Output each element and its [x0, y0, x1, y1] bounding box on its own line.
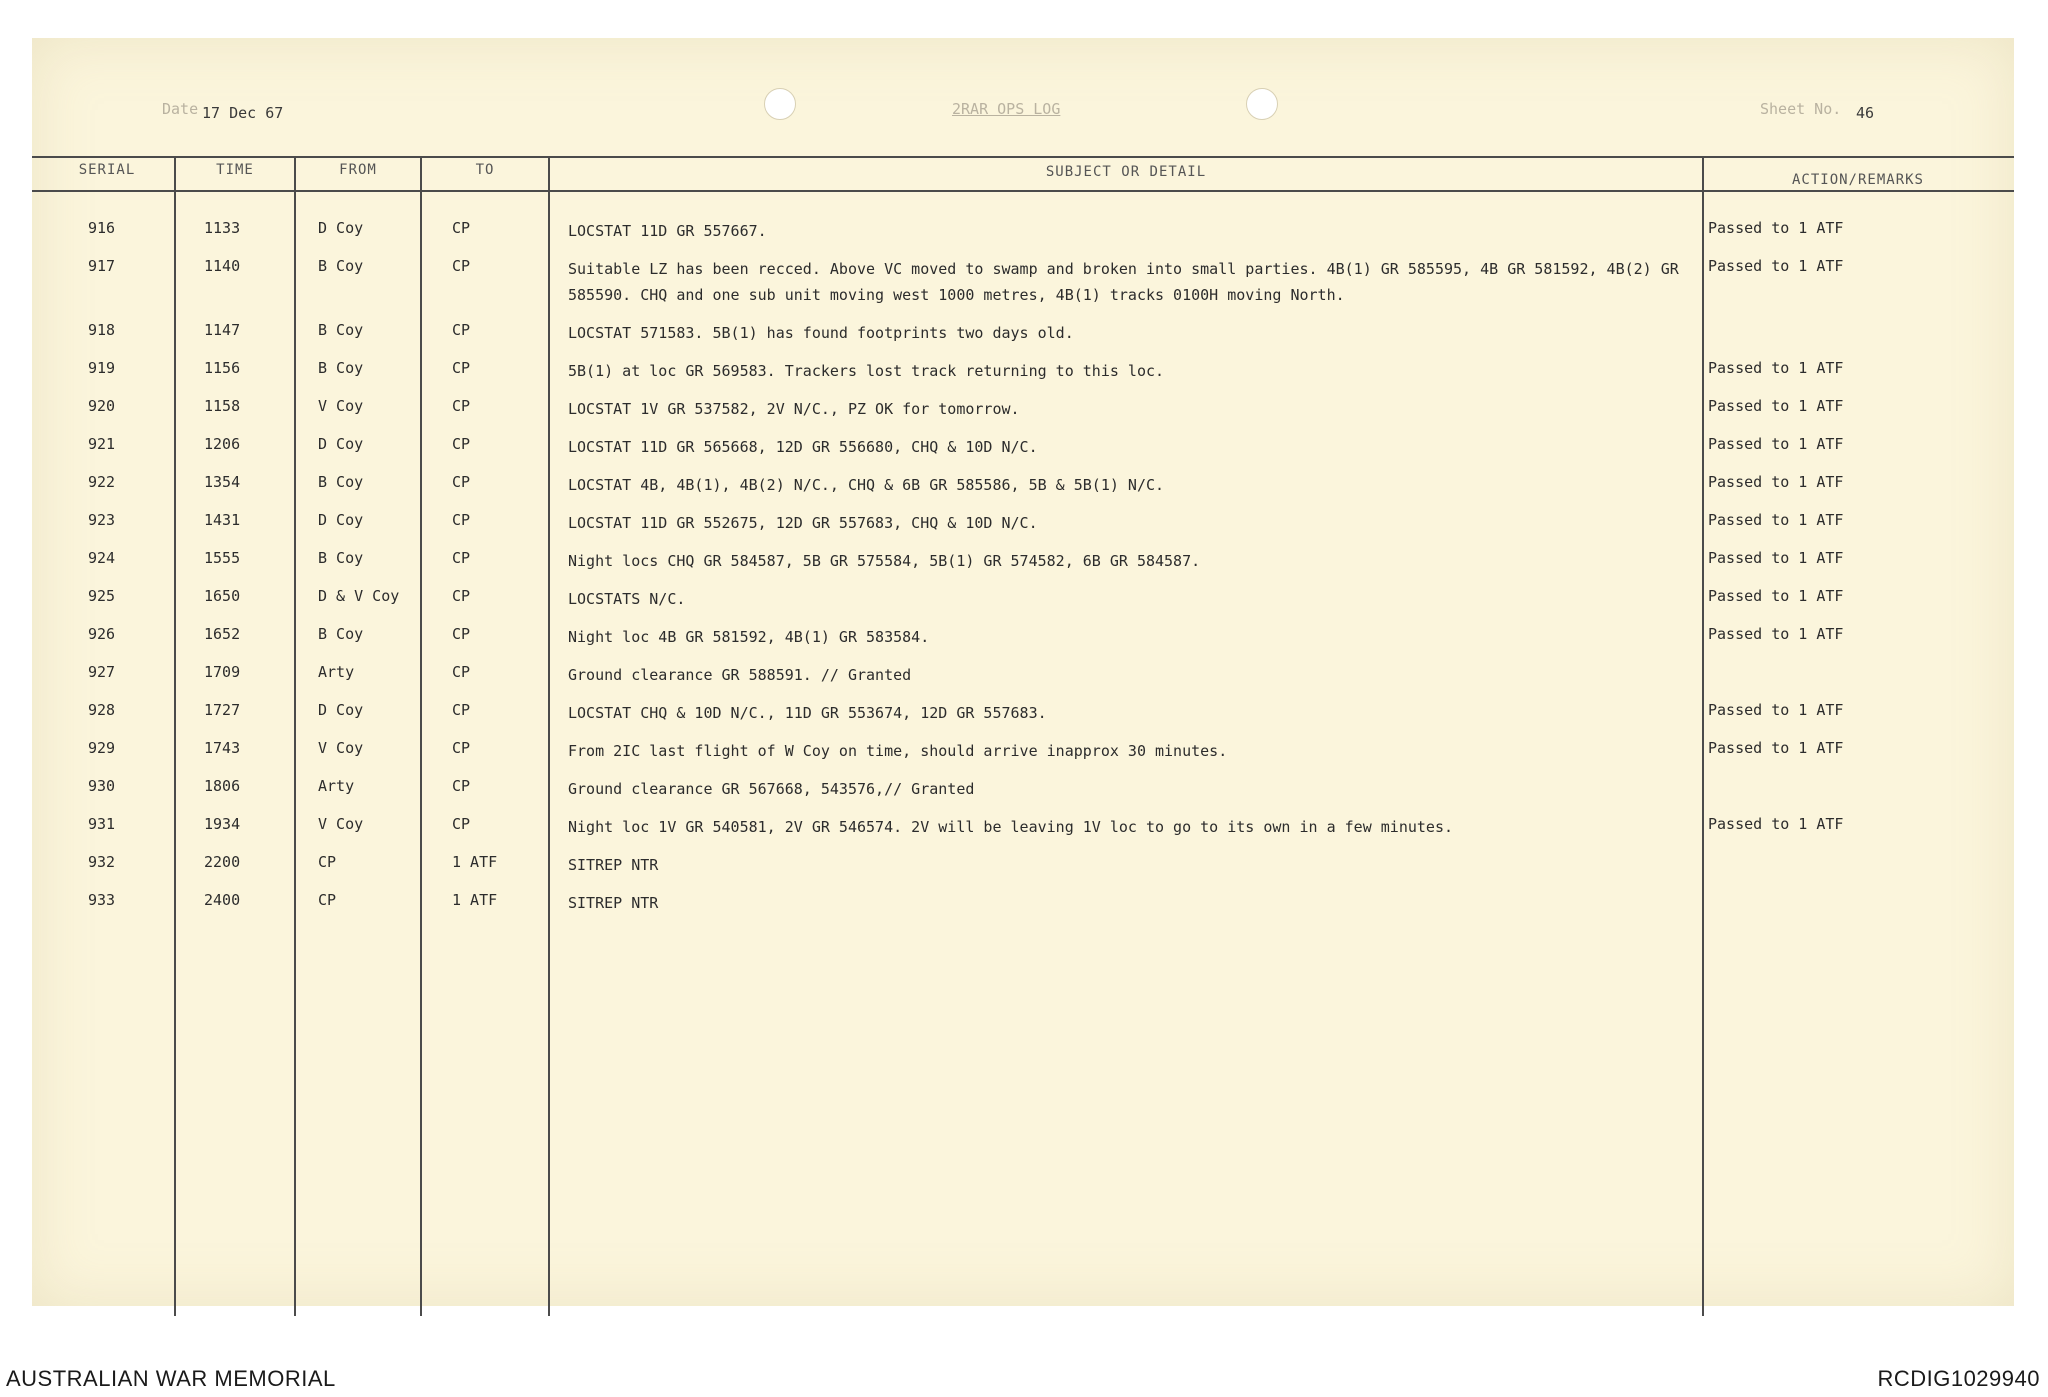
col-header-to: TO: [475, 162, 495, 178]
log-row: [32, 358, 2014, 394]
to-cell: CP: [452, 701, 471, 719]
subject-cell: Night loc 1V GR 540581, 2V GR 546574. 2V will be leaving 1V loc to go to its own in a few minutes.: [568, 818, 1454, 836]
time-cell: 1555: [204, 549, 241, 567]
time-cell: 1743: [204, 739, 241, 757]
from-cell: V Coy: [318, 739, 364, 757]
to-cell: 1 ATF: [452, 853, 498, 871]
serial-cell: 923: [88, 511, 116, 529]
action-cell: Passed to 1 ATF: [1708, 549, 1844, 567]
serial-cell: 917: [88, 257, 116, 275]
subject-cell: From 2IC last flight of W Coy on time, should arrive inapprox 30 minutes.: [568, 742, 1228, 760]
to-cell: CP: [452, 321, 471, 339]
subject-cell: LOCSTAT 11D GR 565668, 12D GR 556680, CHQ & 10D N/C.: [568, 438, 1038, 456]
time-cell: 2400: [204, 891, 241, 909]
serial-cell: 930: [88, 777, 116, 795]
action-cell: Passed to 1 ATF: [1708, 815, 1844, 833]
action-cell: Passed to 1 ATF: [1708, 473, 1844, 491]
action-cell: Passed to 1 ATF: [1708, 397, 1844, 415]
subject-cell: SITREP NTR: [568, 856, 659, 874]
col-header-serial: SERIAL: [78, 162, 136, 178]
to-cell: CP: [452, 511, 471, 529]
serial-cell: 928: [88, 701, 116, 719]
action-cell: Passed to 1 ATF: [1708, 739, 1844, 757]
serial-cell: 919: [88, 359, 116, 377]
log-row: [32, 218, 2014, 254]
serial-cell: 927: [88, 663, 116, 681]
to-cell: CP: [452, 397, 471, 415]
from-cell: V Coy: [318, 815, 364, 833]
log-row: [32, 852, 2014, 888]
subject-cell: LOCSTAT CHQ & 10D N/C., 11D GR 553674, 12D GR 557683.: [568, 704, 1047, 722]
to-cell: CP: [452, 359, 471, 377]
log-row: [32, 396, 2014, 432]
from-cell: B Coy: [318, 625, 364, 643]
subject-cell: Ground clearance GR 588591. // Granted: [568, 666, 912, 684]
col-header-action: ACTION/REMARKS: [1791, 172, 1924, 188]
serial-cell: 931: [88, 815, 116, 833]
action-cell: Passed to 1 ATF: [1708, 219, 1844, 237]
serial-cell: 918: [88, 321, 116, 339]
to-cell: CP: [452, 777, 471, 795]
col-header-time: TIME: [216, 162, 254, 178]
time-cell: 1650: [204, 587, 241, 605]
log-row: [32, 320, 2014, 356]
to-cell: CP: [452, 815, 471, 833]
to-cell: CP: [452, 435, 471, 453]
log-row: [32, 776, 2014, 812]
serial-cell: 921: [88, 435, 116, 453]
subject-cell: LOCSTAT 11D GR 552675, 12D GR 557683, CHQ & 10D N/C.: [568, 514, 1038, 532]
log-row: [32, 548, 2014, 584]
subject-cell: LOCSTAT 11D GR 557667.: [568, 222, 767, 240]
from-cell: Arty: [318, 663, 355, 681]
time-cell: 1431: [204, 511, 241, 529]
action-cell: Passed to 1 ATF: [1708, 701, 1844, 719]
time-cell: 1158: [204, 397, 241, 415]
subject-cell: LOCSTATS N/C.: [568, 590, 686, 608]
subject-cell: LOCSTAT 571583. 5B(1) has found footprints two days old.: [568, 324, 1074, 342]
serial-cell: 929: [88, 739, 116, 757]
subject-cell: SITREP NTR: [568, 894, 659, 912]
time-cell: 2200: [204, 853, 241, 871]
subject-cell: Night locs CHQ GR 584587, 5B GR 575584, 5B(1) GR 574582, 6B GR 584587.: [568, 552, 1201, 570]
serial-cell: 924: [88, 549, 116, 567]
to-cell: CP: [452, 549, 471, 567]
col-header-from: FROM: [339, 162, 377, 178]
log-row: [32, 472, 2014, 508]
log-sheet: [32, 38, 2014, 1306]
from-cell: Arty: [318, 777, 355, 795]
header-bottom-rule: [32, 190, 2014, 192]
log-row: [32, 624, 2014, 660]
from-cell: D & V Coy: [318, 587, 400, 605]
time-cell: 1354: [204, 473, 241, 491]
sheet-number: 46: [1856, 104, 1875, 122]
time-cell: 1133: [204, 219, 241, 237]
punch-hole-left: [764, 88, 796, 120]
from-cell: CP: [318, 891, 337, 909]
footer-record-id: RCDIG1029940: [1877, 1366, 2040, 1391]
date-label: Date: [162, 100, 199, 118]
sheet-label: Sheet No.: [1760, 100, 1842, 118]
action-cell: Passed to 1 ATF: [1708, 359, 1844, 377]
time-cell: 1156: [204, 359, 241, 377]
action-cell: Passed to 1 ATF: [1708, 257, 1844, 275]
action-cell: Passed to 1 ATF: [1708, 625, 1844, 643]
time-cell: 1806: [204, 777, 241, 795]
punch-hole-right: [1246, 88, 1278, 120]
serial-cell: 933: [88, 891, 116, 909]
to-cell: CP: [452, 663, 471, 681]
serial-cell: 916: [88, 219, 116, 237]
serial-cell: 926: [88, 625, 116, 643]
to-cell: CP: [452, 739, 471, 757]
to-cell: CP: [452, 219, 471, 237]
from-cell: V Coy: [318, 397, 364, 415]
from-cell: B Coy: [318, 257, 364, 275]
action-cell: Passed to 1 ATF: [1708, 435, 1844, 453]
subject-cell: LOCSTAT 4B, 4B(1), 4B(2) N/C., CHQ & 6B GR 585586, 5B & 5B(1) N/C.: [568, 476, 1165, 494]
subject-cell: LOCSTAT 1V GR 537582, 2V N/C., PZ OK for tomorrow.: [568, 400, 1020, 418]
time-cell: 1727: [204, 701, 241, 719]
col-header-subject: SUBJECT OR DETAIL: [1045, 164, 1207, 180]
log-row: [32, 890, 2014, 926]
from-cell: B Coy: [318, 549, 364, 567]
log-row: [32, 256, 2014, 304]
subject-cell: 5B(1) at loc GR 569583. Trackers lost track returning to this loc.: [568, 362, 1165, 380]
log-row: [32, 434, 2014, 470]
log-row: [32, 700, 2014, 736]
to-cell: CP: [452, 257, 471, 275]
to-cell: CP: [452, 473, 471, 491]
subject-cell: Night loc 4B GR 581592, 4B(1) GR 583584.: [568, 628, 930, 646]
from-cell: D Coy: [318, 219, 364, 237]
serial-cell: 920: [88, 397, 116, 415]
to-cell: 1 ATF: [452, 891, 498, 909]
serial-cell: 932: [88, 853, 116, 871]
from-cell: D Coy: [318, 701, 364, 719]
date-value: 17 Dec 67: [202, 104, 284, 122]
to-cell: CP: [452, 587, 471, 605]
time-cell: 1934: [204, 815, 241, 833]
action-cell: Passed to 1 ATF: [1708, 511, 1844, 529]
serial-cell: 922: [88, 473, 116, 491]
subject-cell: Ground clearance GR 567668, 543576,// Granted: [568, 780, 975, 798]
footer-archive-name: AUSTRALIAN WAR MEMORIAL: [6, 1366, 336, 1391]
from-cell: B Coy: [318, 359, 364, 377]
to-cell: CP: [452, 625, 471, 643]
time-cell: 1206: [204, 435, 241, 453]
from-cell: CP: [318, 853, 337, 871]
log-row: [32, 510, 2014, 546]
from-cell: B Coy: [318, 321, 364, 339]
action-cell: Passed to 1 ATF: [1708, 587, 1844, 605]
from-cell: D Coy: [318, 511, 364, 529]
time-cell: 1140: [204, 257, 241, 275]
header-top-rule: [32, 156, 2014, 158]
unit-title: 2RAR OPS LOG: [952, 100, 1061, 118]
time-cell: 1652: [204, 625, 241, 643]
from-cell: B Coy: [318, 473, 364, 491]
log-row: [32, 586, 2014, 622]
log-row: [32, 662, 2014, 698]
log-row: [32, 738, 2014, 774]
log-row: [32, 814, 2014, 850]
time-cell: 1147: [204, 321, 241, 339]
from-cell: D Coy: [318, 435, 364, 453]
serial-cell: 925: [88, 587, 116, 605]
subject-cell: Suitable LZ has been recced. Above VC moved to swamp and broken into small parties. 4B(1) GR 585595, 4B GR 581592, 4B(2) GR 585590. CHQ and one sub unit moving west 1000 metres, 4B(1) tracks 0100H moving North.: [568, 260, 1679, 304]
time-cell: 1709: [204, 663, 241, 681]
